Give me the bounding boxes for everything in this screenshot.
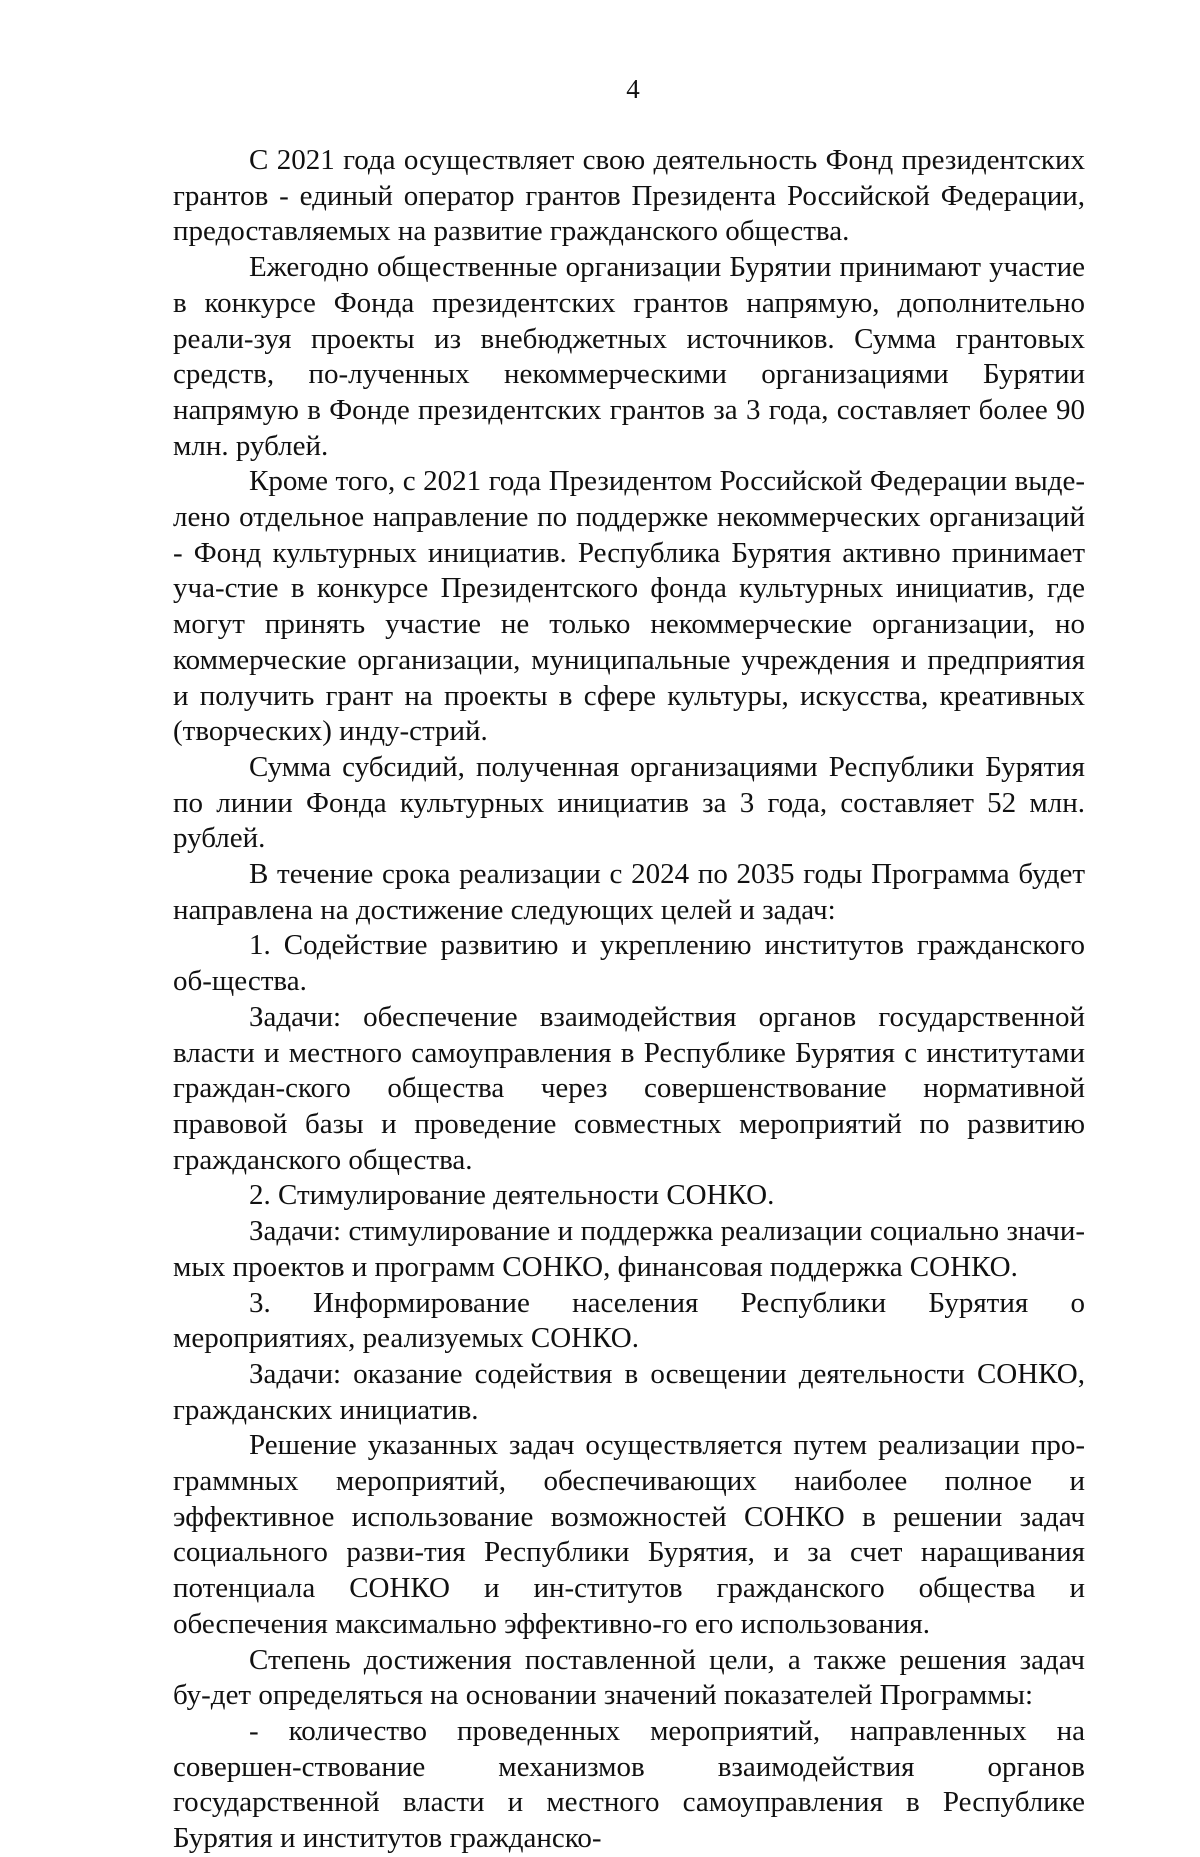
paragraph: Задачи: стимулирование и поддержка реализации социально значи-мых проектов и программ СОНКО, финансовая поддержка СОНКО. bbox=[173, 1215, 1085, 1283]
list-item: 1. Содействие развитию и укреплению институтов гражданского об-щества. bbox=[173, 929, 1085, 998]
list-item: 2. Стимулирование деятельности СОНКО. bbox=[249, 1179, 775, 1212]
page-number: 4 bbox=[626, 74, 640, 104]
paragraph: Решение указанных задач осуществляется путем реализации про-граммных мероприятий, обеспечивающих наиболее полное и эффективное использование возможностей СОНКО в решении задач социального разви-тия Республики Бурятия, и за счет наращивания потенциала СОНКО и ин-ститутов гражданского общества и обеспечения максимально эффективно-го его использования. bbox=[173, 1429, 1085, 1640]
document-body bbox=[173, 143, 1085, 1857]
paragraph: С 2021 года осуществляет свою деятельность Фонд президентских грантов - единый оператор грантов Президента Российской Федерации, предоставляемых на развитие гражданского общества. bbox=[173, 144, 1085, 248]
paragraph: Сумма субсидий, полученная организациями Республики Бурятия по линии Фонда культурных инициатив за 3 года, составляет 52 млн. рублей. bbox=[173, 750, 1085, 855]
list-item: 3. Информирование населения Республики Бурятия о мероприятиях, реализуемых СОНКО. bbox=[173, 1286, 1085, 1355]
paragraph: Задачи: оказание содействия в освещении деятельности СОНКО, гражданских инициатив. bbox=[173, 1357, 1085, 1426]
paragraph: Степень достижения поставленной цели, а также решения задач бу-дет определяться на основании значений показателей Программы: bbox=[173, 1643, 1085, 1712]
paragraph: Задачи: обеспечение взаимодействия органов государственной власти и местного самоуправления в Республике Бурятия с институтами граждан-ского общества через совершенствование нормативной правовой базы и проведение совместных мероприятий по развитию гражданского общества. bbox=[173, 1000, 1085, 1176]
paragraph: В течение срока реализации с 2024 по 2035 годы Программа будет направлена на достижение следующих целей и задач: bbox=[173, 858, 1085, 926]
paragraph: - количество проведенных мероприятий, направленных на совершен-ствование механизмов взаимодействия органов государственной власти и местного самоуправления в Республике Бурятия и институтов гражданско- bbox=[173, 1714, 1085, 1855]
paragraph: Кроме того, с 2021 года Президентом Российской Федерации выде-лено отдельное направление по поддержке некоммерческих организаций - Фонд культурных инициатив. Республика Бурятия активно принимает уча-стие в конкурсе Президентского фонда культурных инициатив, где могут принять участие не только некоммерческие организации, но коммерческие организации, муниципальные учреждения и предприятия и получить грант на проекты в сфере культуры, искусства, креативных (творческих) инду-стрий. bbox=[173, 465, 1085, 748]
paragraph: Ежегодно общественные организации Бурятии принимают участие в конкурсе Фонда президентских грантов напрямую, дополнительно реали-зуя проекты из внебюджетных источников. Сумма грантовых средств, по-лученных некоммерческими организациями Бурятии напрямую в Фонде президентских грантов за 3 года, составляет более 90 млн. рублей. bbox=[173, 251, 1085, 462]
